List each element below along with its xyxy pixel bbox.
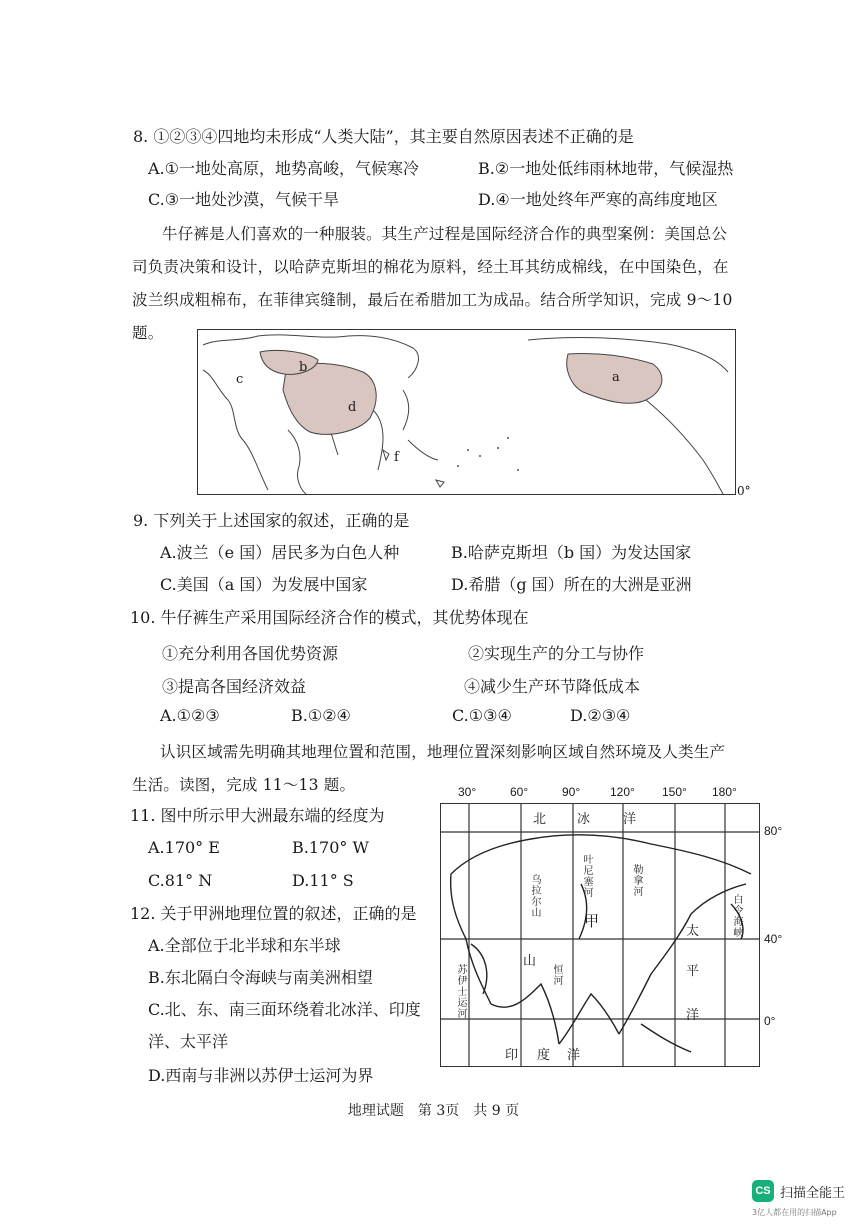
map2-top-ticks (440, 785, 770, 805)
map1-label-f: f (394, 450, 399, 465)
q11-option-c: C.81° N (148, 871, 213, 890)
map2-suez-label: 苏伊士运河 (455, 964, 466, 1019)
q10-option-c: C.①③④ (452, 706, 512, 725)
map1-label-d: d (348, 400, 357, 415)
asia-map-drawing (441, 804, 759, 1066)
map2-ganges-label: 恒河 (551, 964, 562, 986)
intro-9-10-line1: 牛仔裤是人们喜欢的一种服装。其生产过程是国际经济合作的典型案例：美国总公 (162, 225, 728, 243)
q12-option-d: D.西南与非洲以苏伊士运河为界 (148, 1066, 374, 1085)
intro-9-10-line2: 司负责决策和设计，以哈萨克斯坦的棉花为原料，经土耳其纺成棉线，在中国染色，在 (132, 258, 729, 276)
q11-option-a: A.170° E (148, 838, 220, 857)
q11-option-b: B.170° W (292, 838, 369, 857)
map2-tick-150: 150° (662, 785, 687, 799)
intro-11-13-line1: 认识区域需先明确其地理位置和范围，地理位置深刻影响区域自然环境及人类生产 (160, 743, 726, 761)
map1-label-b: b (299, 360, 308, 375)
map2-indian-1: 印 (505, 1048, 519, 1063)
map2-indian-2: 度 (537, 1048, 551, 1063)
q10-option-d: D.②③④ (570, 706, 631, 725)
map2-yenisei-label: 叶尼塞河 (581, 854, 592, 898)
map2-arctic-2: 冰 (577, 812, 591, 827)
map2-mountain-label: 山 (523, 954, 537, 969)
map1-equator-label: 0° (737, 484, 751, 498)
map2-ural-label: 乌拉尔山 (529, 874, 540, 918)
intro-11-13-line2: 生活。读图，完成 11～13 题。 (132, 776, 356, 794)
world-map-outline (198, 330, 735, 494)
q9-option-c: C.美国（a 国）为发展中国家 (160, 575, 368, 594)
map2-indian-3: 洋 (567, 1048, 581, 1063)
map2-tick-180: 180° (712, 785, 737, 799)
q10-statement-2: ②实现生产的分工与协作 (468, 644, 645, 663)
intro-9-10-line4: 题。 (132, 324, 164, 342)
scanner-watermark (752, 1180, 845, 1202)
map1-label-c: c (236, 372, 244, 387)
q10-statement-1: ①充分利用各国优势资源 (162, 644, 339, 663)
q11-option-d: D.11° S (292, 871, 354, 890)
q12-option-b: B.东北隔白令海峡与南美洲相望 (148, 968, 373, 987)
page-footer: 地理试题 第 3页 共 9 页 (347, 1103, 520, 1119)
q10-statement-3: ③提高各国经济效益 (162, 677, 307, 696)
scanner-logo-icon: CS (752, 1180, 774, 1202)
map2-tick-0: 0° (764, 1014, 776, 1028)
map2-tick-90: 90° (562, 785, 581, 799)
map2-lena-label: 勒拿河 (631, 864, 642, 897)
q12-option-a: A.全部位于北半球和东半球 (148, 936, 341, 955)
q8-stem: 8. ①②③④四地均未形成“人类大陆”，其主要自然原因表述不正确的是 (133, 127, 634, 146)
q8-option-c: C.③一地处沙漠，气候干旱 (148, 190, 340, 209)
q8-option-a: A.①一地处高原，地势高峻，气候寒冷 (148, 159, 419, 178)
map2-jia-label: 甲 (584, 912, 600, 930)
q8-option-d: D.④一地处终年严寒的高纬度地区 (478, 190, 718, 209)
intro-9-10-line3: 波兰织成粗棉布，在菲律宾缝制，最后在希腊加工为成品。结合所学知识，完成 9～10 (132, 291, 733, 309)
map2-arctic-1: 北 (533, 812, 547, 827)
scanner-tagline: 3亿人都在用的扫描App (752, 1208, 837, 1217)
q9-option-b: B.哈萨克斯坦（b 国）为发达国家 (451, 543, 692, 562)
map2-pacific-2: 平 (686, 964, 700, 979)
q10-option-b: B.①②④ (291, 706, 351, 725)
q10-stem: 10. 牛仔裤生产采用国际经济合作的模式，其优势体现在 (130, 608, 529, 627)
map2-tick-40: 40° (764, 932, 783, 946)
map2-tick-60: 60° (510, 785, 529, 799)
map2-bering-label: 白令海峡 (731, 894, 742, 938)
map2-pacific-1: 太 (686, 924, 700, 939)
q12-option-c-line1: C.北、东、南三面环绕着北冰洋、印度 (148, 1000, 421, 1019)
q9-stem: 9. 下列关于上述国家的叙述，正确的是 (133, 511, 410, 530)
map2-pacific-3: 洋 (686, 1008, 700, 1023)
map1-label-a: a (612, 370, 620, 385)
map2-right-ticks (760, 818, 800, 1038)
map2-tick-120: 120° (610, 785, 635, 799)
scanner-app-name: 扫描全能王 (780, 1185, 846, 1201)
q10-option-a: A.①②③ (160, 706, 220, 725)
q10-statement-4: ④减少生产环节降低成本 (464, 677, 641, 696)
q9-option-a: A.波兰（e 国）居民多为白色人种 (160, 543, 400, 562)
q12-option-c-line2: 洋、太平洋 (148, 1032, 229, 1051)
asia-grid-map (440, 803, 760, 1067)
map2-tick-30: 30° (458, 785, 477, 799)
q11-stem: 11. 图中所示甲大洲最东端的经度为 (130, 806, 385, 825)
q9-option-d: D.希腊（g 国）所在的大洲是亚洲 (451, 575, 692, 594)
q12-stem: 12. 关于甲洲地理位置的叙述，正确的是 (130, 904, 417, 923)
world-map (197, 329, 736, 495)
map2-tick-80: 80° (764, 824, 783, 838)
q8-option-b: B.②一地处低纬雨林地带，气候湿热 (478, 159, 734, 178)
map2-arctic-3: 洋 (623, 812, 637, 827)
